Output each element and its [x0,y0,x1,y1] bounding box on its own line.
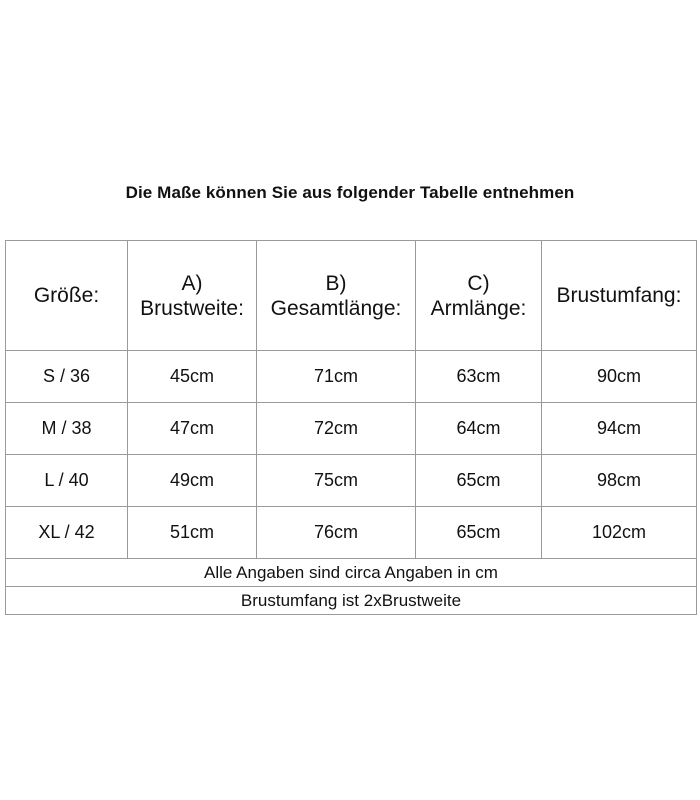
header-chest-circumference-label: Brustumfang: [556,284,682,307]
table-header-row [6,241,697,351]
cell-chest-width: 45cm [128,351,257,403]
cell-total-length: 71cm [257,351,416,403]
header-chest-circumference [542,241,697,351]
note-chest-circumference: Brustumfang ist 2xBrustweite [6,587,697,615]
header-total-length [257,241,416,351]
header-chest-width-label: Brustweite: [140,296,244,320]
note-approximate-values: Alle Angaben sind circa Angaben in cm [6,559,697,587]
cell-size: L / 40 [6,455,128,507]
header-arm-length-label: Armlänge: [430,296,527,320]
cell-total-length: 76cm [257,507,416,559]
cell-chest-width: 51cm [128,507,257,559]
header-arm-length-letter: C) [467,271,490,295]
cell-size: XL / 42 [6,507,128,559]
note-row [6,587,697,615]
header-chest-width [128,241,257,351]
header-size-label: Größe: [33,284,100,307]
cell-chest-circumference: 98cm [542,455,697,507]
cell-size: M / 38 [6,403,128,455]
cell-chest-width: 49cm [128,455,257,507]
header-size [6,241,128,351]
cell-size: S / 36 [6,351,128,403]
header-total-length-letter: B) [325,271,347,295]
table-row [6,455,697,507]
header-arm-length [416,241,542,351]
cell-chest-width: 47cm [128,403,257,455]
cell-total-length: 72cm [257,403,416,455]
table-row [6,403,697,455]
cell-arm-length: 64cm [416,403,542,455]
table-row [6,507,697,559]
cell-arm-length: 65cm [416,507,542,559]
size-table [5,240,697,615]
page-title: Die Maße können Sie aus folgender Tabelle entnehmen [125,183,575,202]
cell-arm-length: 63cm [416,351,542,403]
cell-total-length: 75cm [257,455,416,507]
cell-chest-circumference: 94cm [542,403,697,455]
table-row [6,351,697,403]
header-total-length-label: Gesamtlänge: [270,296,402,320]
cell-chest-circumference: 102cm [542,507,697,559]
header-chest-width-letter: A) [181,271,203,295]
cell-arm-length: 65cm [416,455,542,507]
note-row [6,559,697,587]
cell-chest-circumference: 90cm [542,351,697,403]
